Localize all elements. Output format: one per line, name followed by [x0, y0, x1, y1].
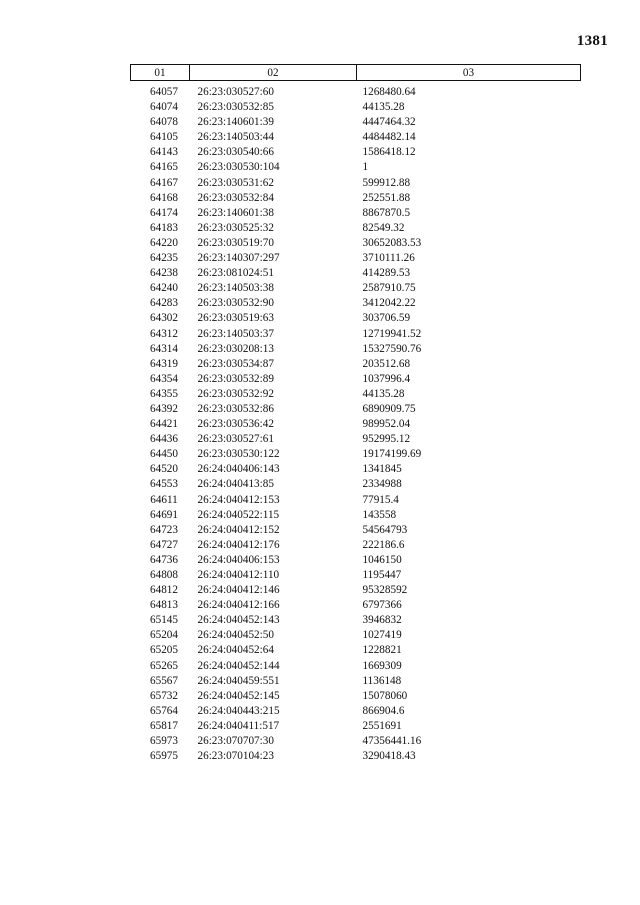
- cell-cadastral-number: 26:24:040412:176: [197, 538, 280, 551]
- table-row: [131, 538, 581, 553]
- table-row: [131, 402, 581, 417]
- table-row: [131, 523, 581, 538]
- cell-cadastral-number: 26:23:030208:13: [197, 342, 274, 355]
- cell-cadastral-number: 26:24:040522:115: [197, 508, 280, 521]
- column-header-03: 03: [357, 65, 581, 81]
- table-row: [131, 689, 581, 704]
- cell-cadastral-number: 26:24:040443:215: [197, 704, 280, 717]
- cell-value: 1: [362, 161, 369, 174]
- cell-cadastral-number: 26:23:030532:92: [197, 387, 274, 400]
- cell-cadastral-number: 26:23:030530:122: [197, 448, 280, 461]
- cell-id: 65265: [150, 659, 178, 672]
- cell-id: 64168: [150, 191, 178, 204]
- cell-value: 77915.4: [362, 493, 399, 506]
- cell-id: 64813: [150, 599, 178, 612]
- cell-value: 6797366: [362, 599, 402, 612]
- table-row: [131, 327, 581, 342]
- cell-id: 65205: [150, 644, 178, 657]
- cell-id: 64165: [150, 161, 178, 174]
- cell-id: 64736: [150, 553, 178, 566]
- table-row: [131, 176, 581, 191]
- cell-value: 1046150: [362, 553, 402, 566]
- table-row: [131, 191, 581, 206]
- cell-value: 866904.6: [362, 704, 405, 717]
- table-row: [131, 296, 581, 311]
- cell-id: 64074: [150, 101, 178, 114]
- table-row: [131, 221, 581, 236]
- cell-cadastral-number: 26:23:030519:63: [197, 312, 274, 325]
- cell-cadastral-number: 26:23:030540:66: [197, 146, 274, 159]
- cell-id: 64450: [150, 448, 178, 461]
- cell-id: 64235: [150, 252, 178, 265]
- cell-cadastral-number: 26:24:040452:64: [197, 644, 274, 657]
- cell-cadastral-number: 26:23:140601:38: [197, 206, 274, 219]
- cell-value: 3946832: [362, 614, 402, 627]
- cell-value: 203512.68: [362, 357, 411, 370]
- cell-value: 414289.53: [362, 267, 411, 280]
- cell-cadastral-number: 26:24:040406:153: [197, 553, 280, 566]
- cell-value: 44135.28: [362, 101, 405, 114]
- table-row: [131, 266, 581, 281]
- cell-id: 65973: [150, 735, 178, 748]
- data-table: [130, 64, 581, 764]
- cell-id: 65764: [150, 704, 178, 717]
- cell-value: 1136148: [362, 674, 402, 687]
- cell-value: 4447464.32: [362, 116, 416, 129]
- table-row: [131, 160, 581, 175]
- cell-value: 12719941.52: [362, 327, 422, 340]
- cell-value: 82549.32: [362, 221, 405, 234]
- cell-cadastral-number: 26:23:070707:30: [197, 735, 274, 748]
- cell-cadastral-number: 26:23:030519:70: [197, 236, 274, 249]
- table-row: [131, 81, 581, 101]
- cell-value: 952995.12: [362, 433, 411, 446]
- cell-cadastral-number: 26:23:030532:90: [197, 297, 274, 310]
- cell-id: 64220: [150, 236, 178, 249]
- table-row: [131, 734, 581, 749]
- cell-cadastral-number: 26:23:030536:42: [197, 418, 274, 431]
- cell-cadastral-number: 26:23:140503:37: [197, 327, 274, 340]
- table-row: [131, 115, 581, 130]
- cell-id: 64183: [150, 221, 178, 234]
- cell-value: 54564793: [362, 523, 408, 536]
- cell-id: 64143: [150, 146, 178, 159]
- table-row: [131, 628, 581, 643]
- table-row: [131, 311, 581, 326]
- cell-id: 64283: [150, 297, 178, 310]
- cell-value: 3290418.43: [362, 750, 416, 763]
- cell-id: 65145: [150, 614, 178, 627]
- cell-id: 64314: [150, 342, 178, 355]
- cell-value: 1669309: [362, 659, 402, 672]
- cell-id: 64392: [150, 402, 178, 415]
- cell-cadastral-number: 26:24:040412:166: [197, 599, 280, 612]
- cell-value: 44135.28: [362, 387, 405, 400]
- cell-cadastral-number: 26:23:030530:104: [197, 161, 280, 174]
- cell-value: 3710111.26: [362, 252, 415, 265]
- cell-cadastral-number: 26:24:040406:143: [197, 463, 280, 476]
- cell-cadastral-number: 26:24:040413:85: [197, 478, 274, 491]
- column-header-01: 01: [131, 65, 190, 81]
- cell-value: 143558: [362, 508, 397, 521]
- table-row: [131, 598, 581, 613]
- table-row: [131, 432, 581, 447]
- cell-id: 64240: [150, 282, 178, 295]
- cell-cadastral-number: 26:24:040452:144: [197, 659, 280, 672]
- table-row: [131, 387, 581, 402]
- table-row: [131, 100, 581, 115]
- header-row: [131, 65, 581, 81]
- table-row: [131, 372, 581, 387]
- table-row: [131, 342, 581, 357]
- table-body: [131, 81, 581, 765]
- cell-value: 4484482.14: [362, 131, 416, 144]
- cell-value: 47356441.16: [362, 735, 422, 748]
- cell-id: 64078: [150, 116, 178, 129]
- column-header-02: 02: [190, 65, 357, 81]
- cell-id: 65817: [150, 719, 178, 732]
- cell-id: 64057: [150, 86, 178, 98]
- cell-id: 64354: [150, 372, 178, 385]
- cell-value: 989952.04: [362, 418, 411, 431]
- table-row: [131, 568, 581, 583]
- cell-cadastral-number: 26:23:030532:89: [197, 372, 274, 385]
- cell-id: 64520: [150, 463, 178, 476]
- cell-id: 65975: [150, 750, 178, 763]
- cell-id: 64611: [150, 493, 178, 506]
- table-row: [131, 659, 581, 674]
- cell-id: 65732: [150, 689, 178, 702]
- table-row: [131, 417, 581, 432]
- page-number: 1381: [576, 33, 608, 49]
- table-row: [131, 251, 581, 266]
- cell-id: 64238: [150, 267, 178, 280]
- cell-id: 65567: [150, 674, 178, 687]
- cell-value: 303706.59: [362, 312, 411, 325]
- cell-id: 64312: [150, 327, 178, 340]
- cell-cadastral-number: 26:23:030525:32: [197, 221, 274, 234]
- table-row: [131, 206, 581, 221]
- table-row: [131, 508, 581, 523]
- cell-cadastral-number: 26:23:140307:297: [197, 252, 280, 265]
- table-row: [131, 583, 581, 598]
- cell-id: 64727: [150, 538, 178, 551]
- cell-cadastral-number: 26:24:040412:152: [197, 523, 280, 536]
- cell-id: 64553: [150, 478, 178, 491]
- cell-value: 95328592: [362, 584, 408, 597]
- cell-value: 19174199.69: [362, 448, 422, 461]
- cell-cadastral-number: 26:23:140503:44: [197, 131, 274, 144]
- table-row: [131, 749, 581, 764]
- cell-value: 15078060: [362, 689, 408, 702]
- cell-value: 1027419: [362, 629, 402, 642]
- cell-value: 1195447: [362, 569, 402, 581]
- cell-cadastral-number: 26:23:030534:87: [197, 357, 274, 370]
- cell-cadastral-number: 26:24:040412:153: [197, 493, 280, 506]
- cell-cadastral-number: 26:23:030532:84: [197, 191, 274, 204]
- cell-id: 64723: [150, 523, 178, 536]
- cell-id: 64302: [150, 312, 178, 325]
- cell-cadastral-number: 26:24:040411:517: [197, 719, 280, 732]
- cell-id: 64174: [150, 206, 178, 219]
- cell-id: 65204: [150, 629, 178, 642]
- table-row: [131, 281, 581, 296]
- table-row: [131, 145, 581, 160]
- cell-cadastral-number: 26:24:040452:145: [197, 689, 280, 702]
- cell-value: 1586418.12: [362, 146, 416, 159]
- cell-value: 1228821: [362, 644, 402, 657]
- cell-id: 64436: [150, 433, 178, 446]
- table-row: [131, 719, 581, 734]
- cell-id: 64808: [150, 569, 178, 581]
- table-row: [131, 236, 581, 251]
- cell-cadastral-number: 26:23:030531:62: [197, 176, 274, 189]
- cell-value: 1268480.64: [362, 86, 416, 98]
- cell-value: 1341845: [362, 463, 402, 476]
- table-row: [131, 447, 581, 462]
- cell-id: 64105: [150, 131, 178, 144]
- table-row: [131, 674, 581, 689]
- cell-value: 8867870.5: [362, 206, 411, 219]
- cell-cadastral-number: 26:23:030527:60: [197, 86, 274, 98]
- cell-value: 2551691: [362, 719, 402, 732]
- cell-cadastral-number: 26:23:070104:23: [197, 750, 274, 763]
- cell-cadastral-number: 26:24:040412:146: [197, 584, 280, 597]
- cell-value: 599912.88: [362, 176, 411, 189]
- table-row: [131, 357, 581, 372]
- cell-id: 64167: [150, 176, 178, 189]
- table-row: [131, 704, 581, 719]
- table-row: [131, 493, 581, 508]
- cell-cadastral-number: 26:23:030527:61: [197, 433, 274, 446]
- cell-value: 15327590.76: [362, 342, 422, 355]
- cell-value: 252551.88: [362, 191, 411, 204]
- table-row: [131, 130, 581, 145]
- table-row: [131, 477, 581, 492]
- table-row: [131, 462, 581, 477]
- cell-value: 30652083.53: [362, 236, 422, 249]
- cell-cadastral-number: 26:23:140503:38: [197, 282, 274, 295]
- cell-value: 222186.6: [362, 538, 405, 551]
- cell-id: 64812: [150, 584, 178, 597]
- cell-value: 2334988: [362, 478, 402, 491]
- table-row: [131, 613, 581, 628]
- cell-id: 64319: [150, 357, 178, 370]
- cell-cadastral-number: 26:24:040452:143: [197, 614, 280, 627]
- cell-value: 3412042.22: [362, 297, 416, 310]
- cell-cadastral-number: 26:23:030532:85: [197, 101, 274, 114]
- table-row: [131, 553, 581, 568]
- cell-id: 64421: [150, 418, 178, 431]
- cell-cadastral-number: 26:23:030532:86: [197, 402, 274, 415]
- cell-cadastral-number: 26:23:081024:51: [197, 267, 274, 280]
- cell-value: 2587910.75: [362, 282, 416, 295]
- cell-value: 1037996.4: [362, 372, 411, 385]
- cell-id: 64355: [150, 387, 178, 400]
- cell-cadastral-number: 26:24:040452:50: [197, 629, 274, 642]
- cell-cadastral-number: 26:24:040412:110: [197, 569, 280, 581]
- table-header: [131, 65, 581, 81]
- table-row: [131, 643, 581, 658]
- cell-cadastral-number: 26:23:140601:39: [197, 116, 274, 129]
- cell-cadastral-number: 26:24:040459:551: [197, 674, 280, 687]
- cell-id: 64691: [150, 508, 178, 521]
- cell-value: 6890909.75: [362, 402, 416, 415]
